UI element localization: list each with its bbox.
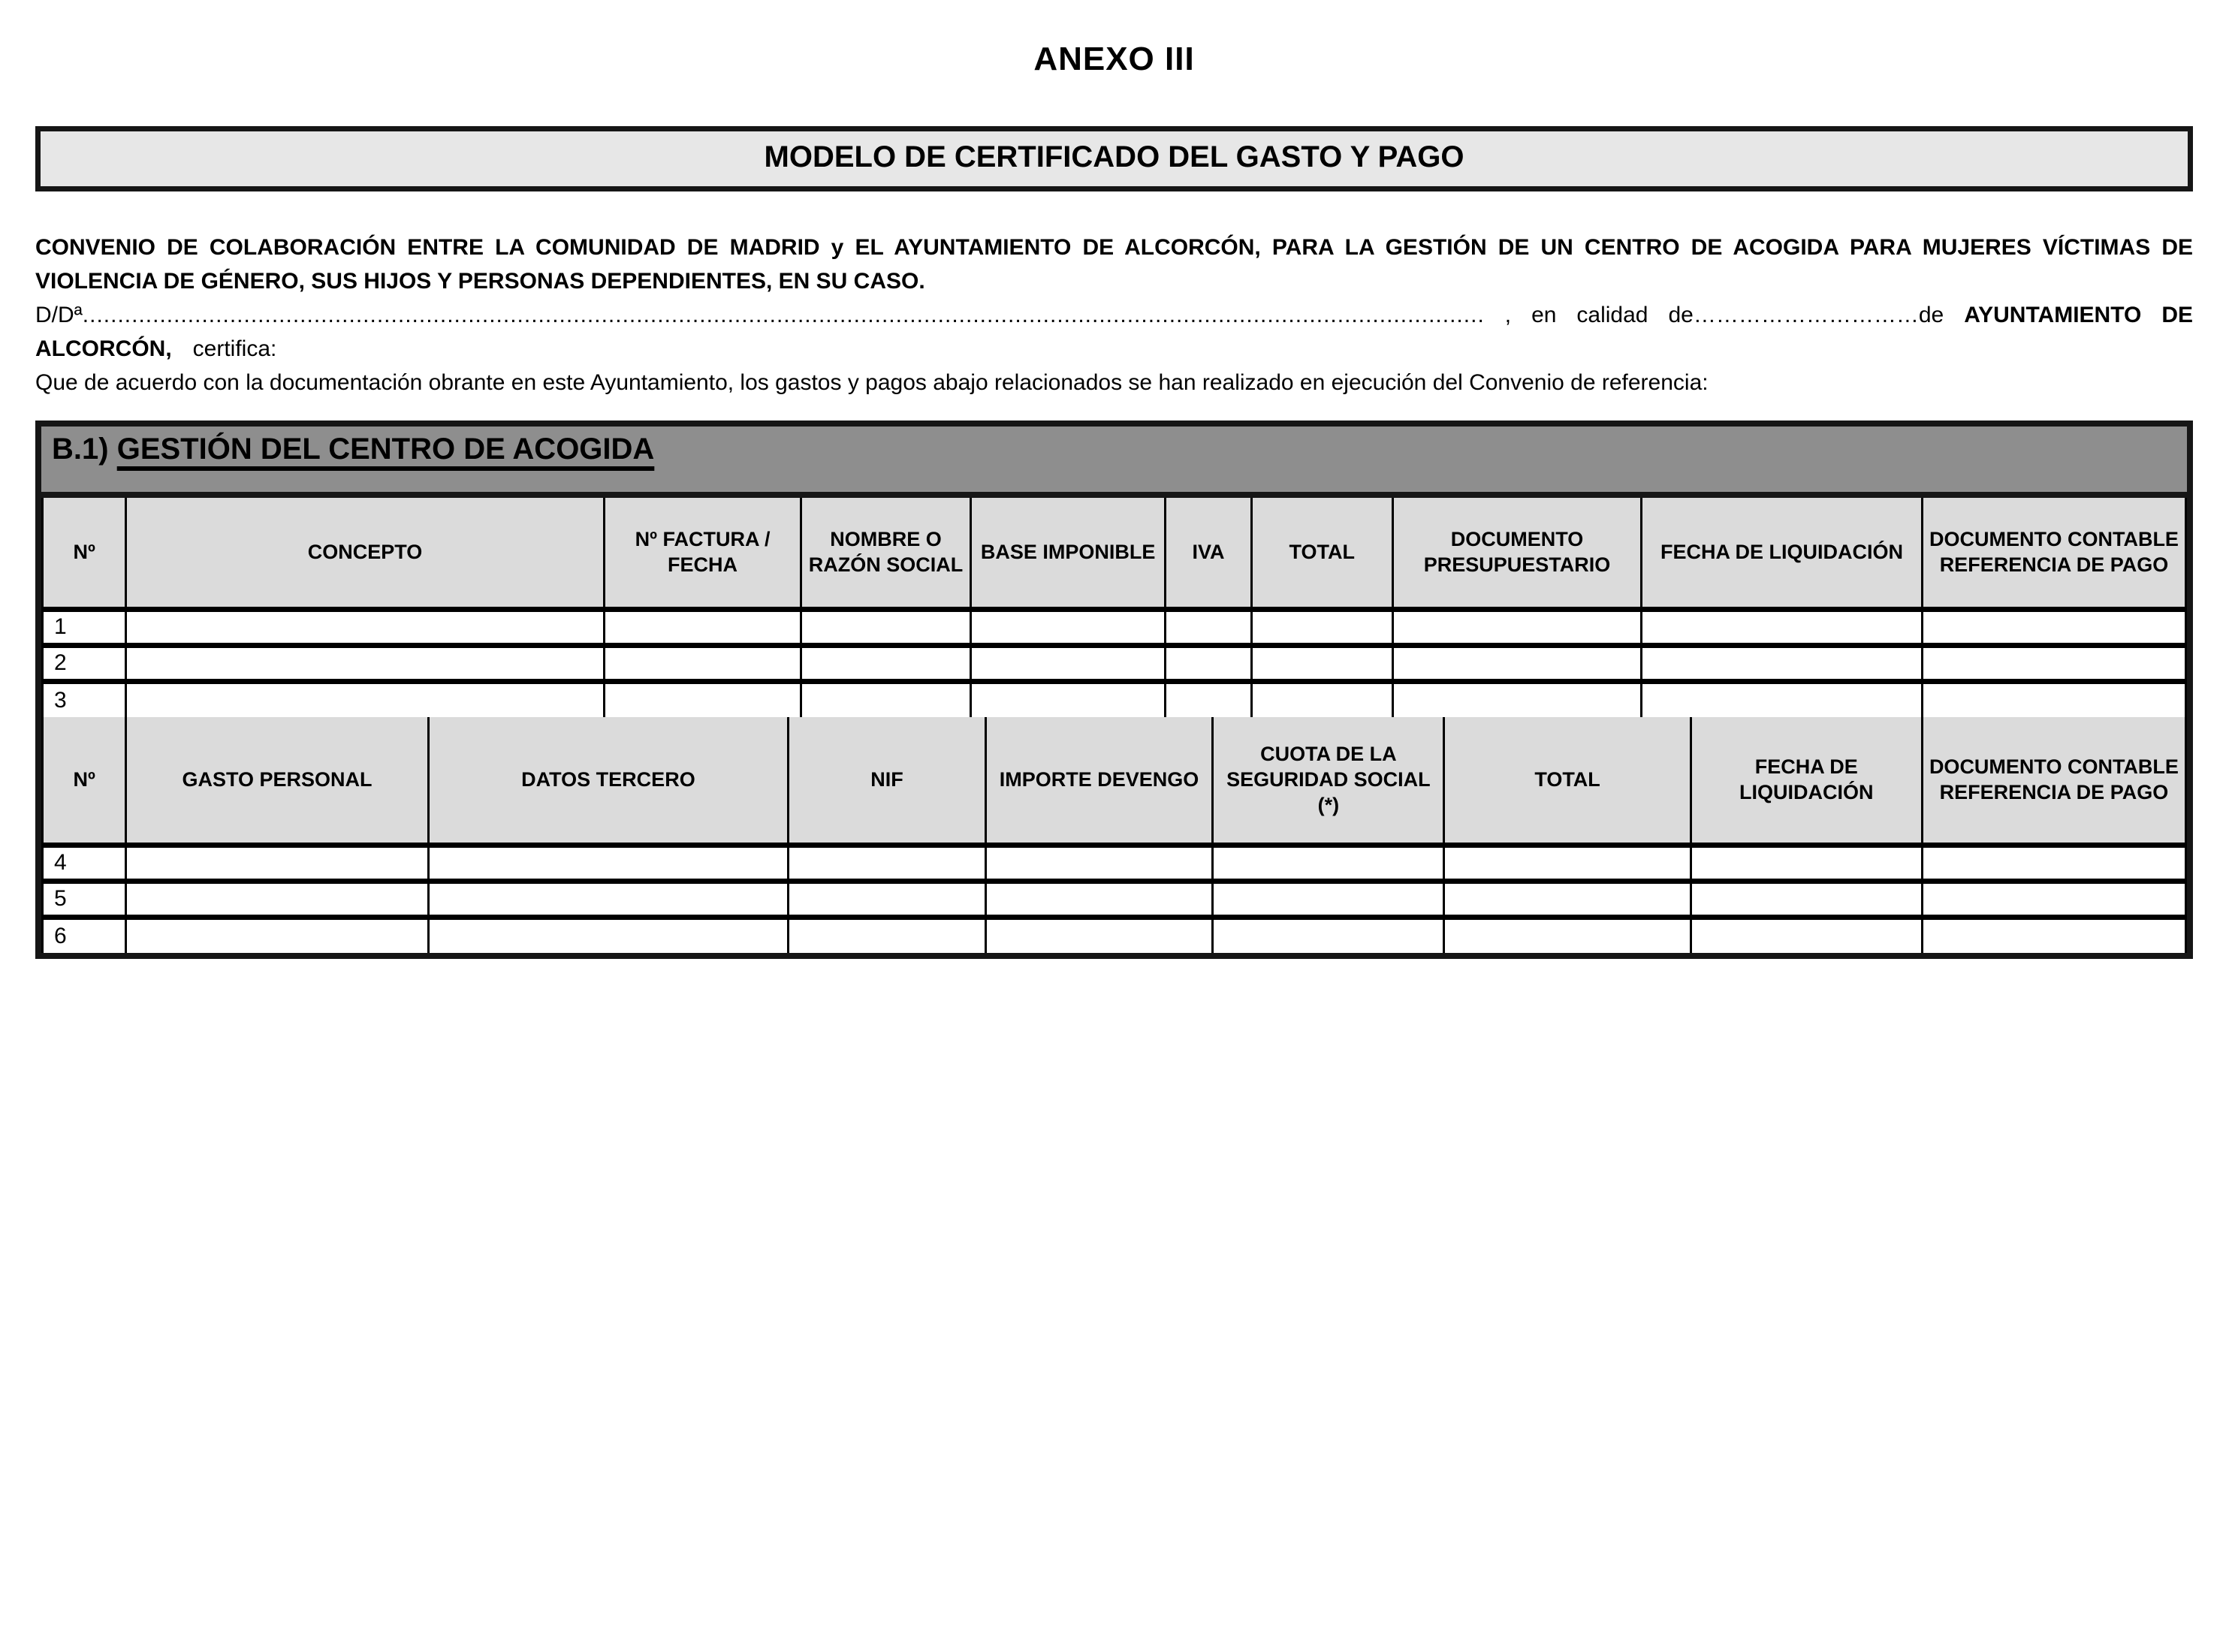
empty-cell [1922,645,2185,681]
empty-cell [985,881,1213,917]
column-header-fecha-liquidacion: FECHA DE LIQUIDACIÓN [1642,498,1923,609]
empty-cell [1166,609,1251,645]
empty-cell [126,645,604,681]
empty-cell [1444,845,1691,881]
document-subtitle-box [35,126,2193,191]
certifier-mid: , en calidad de [1484,303,1694,327]
empty-cell [970,681,1166,717]
empty-cell [789,845,986,881]
header-row [43,717,2186,845]
expense-certification-block [35,421,2193,959]
dotted-leader-role: ………………………… [1693,303,1919,327]
empty-cell [1213,917,1444,953]
empty-cell [126,917,428,953]
table-row [43,681,2186,717]
empty-cell [428,845,788,881]
paragraph-convenio: CONVENIO DE COLABORACIÓN ENTRE LA COMUNIDAD DE MADRID y EL AYUNTAMIENTO DE ALCORCÓN, PARA LA GESTIÓN DE UN CENTRO DE ACOGIDA PARA MUJERES VÍCTIMAS DE VIOLENCIA DE GÉNERO, SUS HIJOS Y PERSONAS DEPENDIENTES, EN SU CASO. [35,235,2193,294]
personnel-expenses-rows [43,845,2186,953]
certifier-mid2: de [1918,303,1944,327]
empty-cell [428,881,788,917]
table-row [43,645,2186,681]
table-row [43,881,2186,917]
empty-cell [789,881,986,917]
empty-cell [1922,681,2185,717]
column-header-concepto: CONCEPTO [126,498,604,609]
document-subtitle: MODELO DE CERTIFICADO DEL GASTO Y PAGO [764,140,1464,173]
empty-cell [1691,881,1922,917]
header-row [43,498,2186,609]
section-header-bar [41,427,2187,498]
column-header-fecha-liquidacion: FECHA DE LIQUIDACIÓN [1691,717,1922,845]
column-header-total: TOTAL [1251,498,1392,609]
empty-cell [985,845,1213,881]
paragraph-certifier [35,298,2193,366]
column-header-numero: Nº [43,498,126,609]
empty-cell [1922,609,2185,645]
empty-cell [1922,845,2185,881]
empty-cell [428,917,788,953]
certifier-entity: AYUNTAMIENTO DE ALCORCÓN, [35,303,2193,361]
empty-cell [126,681,604,717]
empty-cell [801,609,970,645]
column-header-nif: NIF [789,717,986,845]
row-number-cell: 4 [43,845,126,881]
empty-cell [1691,917,1922,953]
empty-cell [1444,917,1691,953]
empty-cell [801,645,970,681]
empty-cell [970,645,1166,681]
personnel-expenses-table [41,717,2187,953]
column-header-importe-devengo: IMPORTE DEVENGO [985,717,1213,845]
column-header-cuota-seguridad-social: CUOTA DE LA SEGURIDAD SOCIAL (*) [1213,717,1444,845]
empty-cell [604,681,801,717]
empty-cell [1642,645,1923,681]
empty-cell [126,881,428,917]
column-header-numero: Nº [43,717,126,845]
empty-cell [1642,681,1923,717]
page-title: ANEXO III [1033,41,1195,77]
column-header-factura: Nº FACTURA / FECHA [604,498,801,609]
row-number-cell: 3 [43,681,126,717]
empty-cell [1392,609,1641,645]
empty-cell [1213,845,1444,881]
row-number-cell: 5 [43,881,126,917]
section-prefix: B.1) [52,433,109,466]
empty-cell [1166,645,1251,681]
table-row [43,609,2186,645]
column-header-iva: IVA [1166,498,1251,609]
table-row [43,917,2186,953]
empty-cell [1922,881,2185,917]
empty-cell [985,917,1213,953]
certifier-suffix: certifica: [192,336,277,361]
empty-cell [604,645,801,681]
empty-cell [126,609,604,645]
table-row [43,845,2186,881]
empty-cell [1251,645,1392,681]
empty-cell [789,917,986,953]
column-header-doc-contable: DOCUMENTO CONTABLE REFERENCIA DE PAGO [1922,717,2185,845]
column-header-datos-tercero: DATOS TERCERO [428,717,788,845]
empty-cell [604,609,801,645]
empty-cell [1251,609,1392,645]
paragraph-certification: Que de acuerdo con la documentación obrante en este Ayuntamiento, los gastos y pagos abajo relacionados se han realizado en ejecución del Convenio de referencia: [35,370,1709,395]
empty-cell [1922,917,2185,953]
empty-cell [1691,845,1922,881]
row-number-cell: 2 [43,645,126,681]
column-header-base-imponible: BASE IMPONIBLE [970,498,1166,609]
certifier-prefix: D/Dª [35,303,83,327]
column-header-doc-presupuestario: DOCUMENTO PRESUPUESTARIO [1392,498,1641,609]
column-header-razon-social: NOMBRE O RAZÓN SOCIAL [801,498,970,609]
empty-cell [1444,881,1691,917]
empty-cell [801,681,970,717]
empty-cell [1392,645,1641,681]
empty-cell [1392,681,1641,717]
row-number-cell: 1 [43,609,126,645]
empty-cell [1166,681,1251,717]
column-header-doc-contable: DOCUMENTO CONTABLE REFERENCIA DE PAGO [1922,498,2185,609]
invoice-expenses-rows [43,609,2186,717]
column-header-total: TOTAL [1444,717,1691,845]
empty-cell [126,845,428,881]
empty-cell [970,609,1166,645]
row-number-cell: 6 [43,917,126,953]
empty-cell [1213,881,1444,917]
empty-cell [1251,681,1392,717]
column-header-gasto-personal: GASTO PERSONAL [126,717,428,845]
invoice-expenses-table [41,498,2187,717]
dotted-leader-name: ........................................................................................................................................................................................................ [82,303,1485,327]
empty-cell [1642,609,1923,645]
section-title: GESTIÓN DEL CENTRO DE ACOGIDA [116,433,655,466]
